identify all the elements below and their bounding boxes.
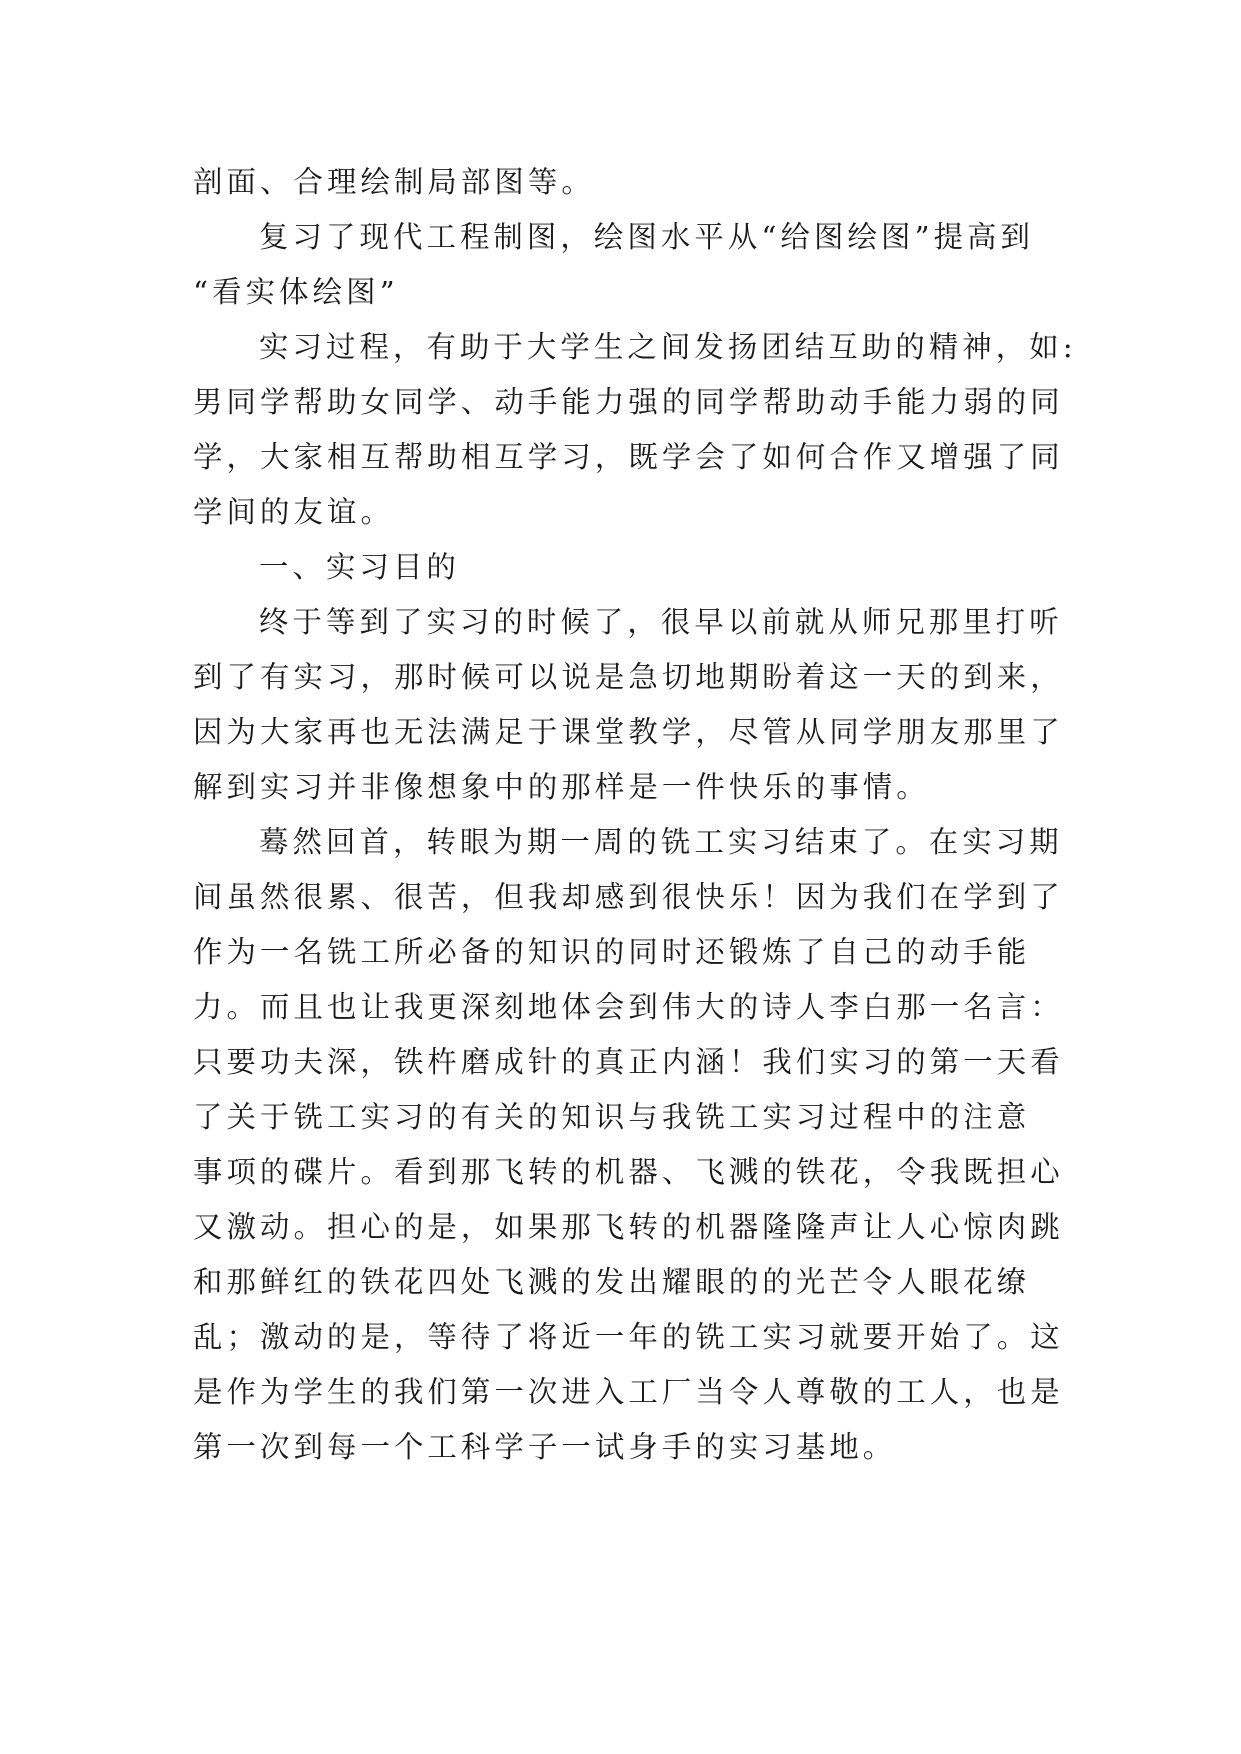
text-line: 作为一名铣工所必备的知识的同时还锻炼了自己的动手能 [193, 935, 1031, 969]
text-line: 男同学帮助女同学、动手能力强的同学帮助动手能力弱的同 [193, 385, 1064, 419]
text-line: 又激动。担心的是，如果那飞转的机器隆隆声让人心惊肉跳 [193, 1210, 1064, 1244]
text-line: 到了有实习，那时候可以说是急切地期盼着这一天的到来， [193, 660, 1064, 694]
section-heading: 一、实习目的 [259, 550, 460, 584]
text-line: 学间的友谊。 [193, 495, 394, 529]
text-line: 是作为学生的我们第一次进入工厂当令人尊敬的工人，也是 [193, 1375, 1064, 1409]
text-line: 解到实习并非像想象中的那样是一件快乐的事情。 [193, 770, 930, 804]
paragraph-start-line: 终于等到了实习的时候了，很早以前就从师兄那里打听 [259, 605, 1063, 639]
text-line: 只要功夫深，铁杵磨成针的真正内涵！我们实习的第一天看 [193, 1045, 1064, 1079]
paragraph-start-line: 蓦然回首，转眼为期一周的铣工实习结束了。在实习期 [259, 825, 1063, 859]
text-line: 第一次到每一个工科学子一试身手的实习基地。 [193, 1430, 897, 1464]
text-line: 和那鲜红的铁花四处飞溅的发出耀眼的的光芒令人眼花缭 [193, 1265, 1031, 1299]
text-line: 剖面、合理绘制局部图等。 [193, 165, 595, 199]
paragraph-start-line: 实习过程，有助于大学生之间发扬团结互助的精神，如: [259, 330, 1077, 364]
text-line: 力。而且也让我更深刻地体会到伟大的诗人李白那一名言： [193, 990, 1064, 1024]
text-line: 乱；激动的是，等待了将近一年的铣工实习就要开始了。这 [193, 1320, 1064, 1354]
text-line: 了关于铣工实习的有关的知识与我铣工实习过程中的注意 [193, 1100, 1031, 1134]
text-line: 学，大家相互帮助相互学习，既学会了如何合作又增强了同 [193, 440, 1064, 474]
document-body [193, 155, 1077, 1475]
paragraph-start-line: 复习了现代工程制图，绘图水平从“给图绘图”提高到 [259, 220, 1035, 254]
text-line: “看实体绘图” [193, 275, 399, 309]
text-line: 事项的碟片。看到那飞转的机器、飞溅的铁花，令我既担心 [193, 1155, 1064, 1189]
text-line: 因为大家再也无法满足于课堂教学，尽管从同学朋友那里了 [193, 715, 1064, 749]
text-line: 间虽然很累、很苦，但我却感到很快乐！因为我们在学到了 [193, 880, 1064, 914]
